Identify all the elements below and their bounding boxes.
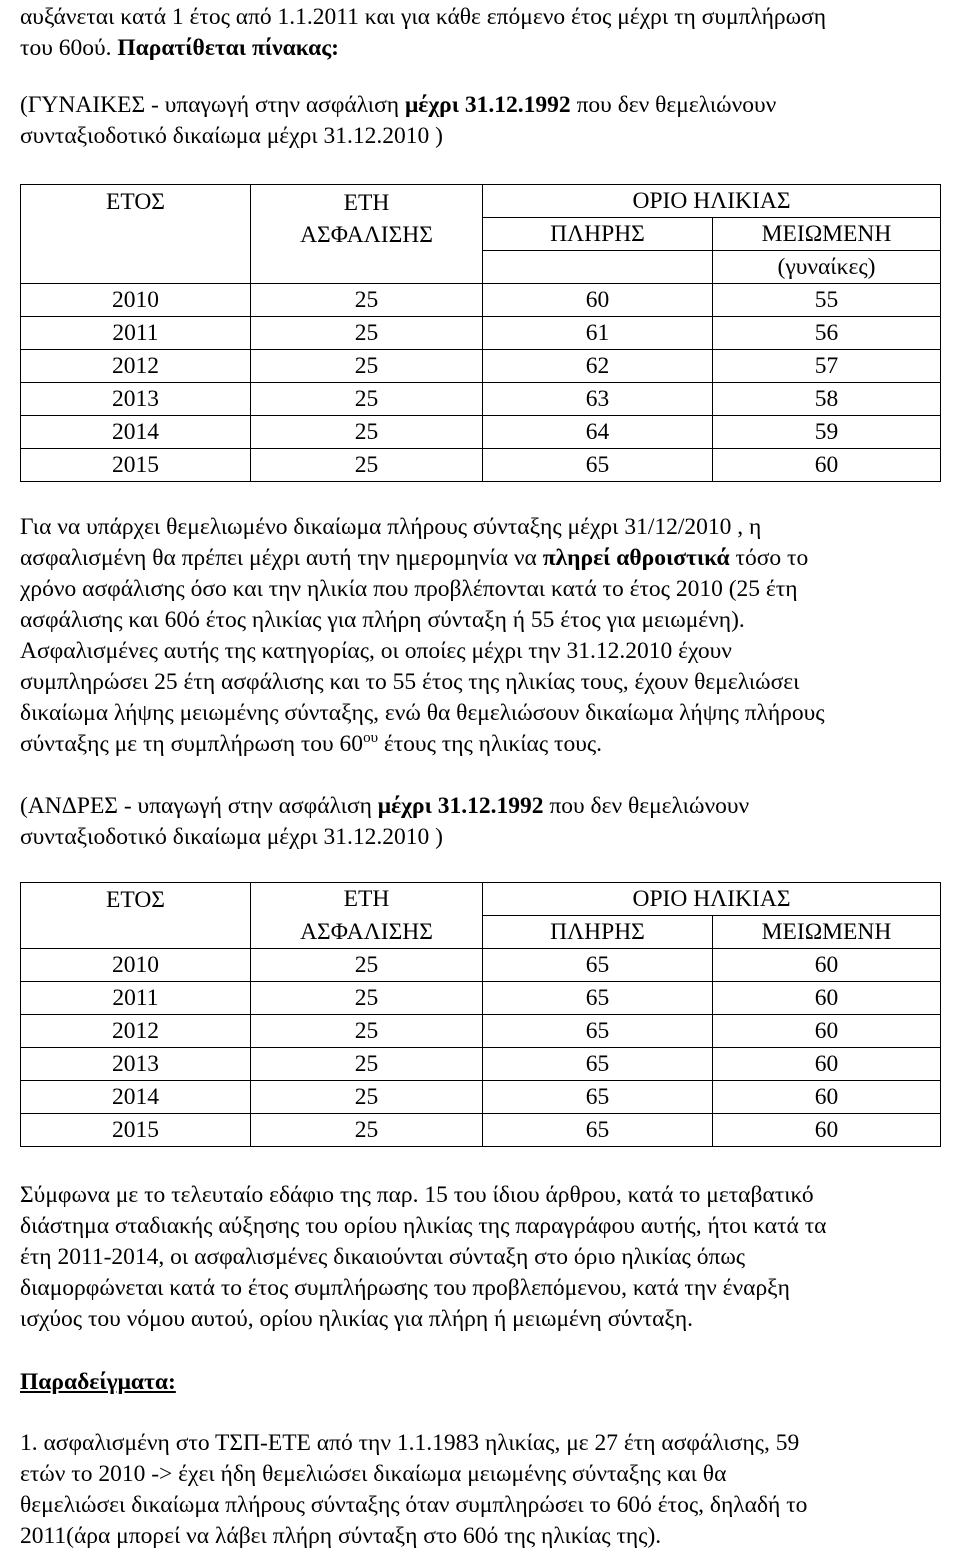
men-cell-reduced: 60 — [713, 982, 941, 1015]
example-1-line-2: ετών το 2010 -> έχει ήδη θεμελιώσει δικαίωμα μειωμένης σύνταξης και θα — [20, 1461, 727, 1487]
women-heading-line-2: συνταξιοδοτικό δικαίωμα μέχρι 31.12.2010 ) — [20, 123, 443, 149]
women-cell-insurance: 25 — [251, 284, 483, 317]
men-cell-reduced: 60 — [713, 1048, 941, 1081]
women-cell-insurance: 25 — [251, 350, 483, 383]
intro-line-2-text: του 60ού. — [20, 35, 118, 61]
men-heading-line-2: συνταξιοδοτικό δικαίωμα μέχρι 31.12.2010 ) — [20, 824, 443, 850]
men-col-age-limit: ΟΡΙΟ ΗΛΙΚΙΑΣ — [483, 883, 941, 916]
men-cell-reduced: 60 — [713, 949, 941, 982]
women-cell-reduced: 59 — [713, 416, 941, 449]
men-col-year: ΕΤΟΣ — [21, 883, 251, 949]
women-cell-reduced: 55 — [713, 284, 941, 317]
women-heading-bold: μέχρι 31.12.1992 — [404, 92, 571, 118]
men-cell-full: 65 — [483, 949, 713, 982]
men-cell-year: 2014 — [21, 1081, 251, 1114]
para1-line-8b: έτους της ηλικίας τους. — [378, 731, 603, 757]
para1-emphasis: πληρεί αθροιστικά — [542, 545, 730, 571]
men-col-reduced: ΜΕΙΩΜΕΝΗ — [713, 916, 941, 949]
women-col-full-blank — [483, 251, 713, 284]
para1-line-2 — [20, 543, 825, 574]
women-cell-insurance: 25 — [251, 383, 483, 416]
women-col-reduced-note: (γυναίκες) — [713, 251, 941, 284]
men-cell-full: 65 — [483, 1081, 713, 1114]
women-cell-insurance: 25 — [251, 317, 483, 350]
transition-paragraph — [20, 1180, 826, 1335]
women-table-row — [21, 317, 941, 350]
men-cell-insurance: 25 — [251, 1048, 483, 1081]
women-table-row — [21, 416, 941, 449]
para1-line-1: Για να υπάρχει θεμελιωμένο δικαίωμα πλήρους σύνταξης μέχρι 31/12/2010 , η — [20, 514, 762, 540]
men-cell-year: 2011 — [21, 982, 251, 1015]
women-cell-full: 64 — [483, 416, 713, 449]
example-1-line-4: 2011(άρα μπορεί να λάβει πλήρη σύνταξη στο 60ό της ηλικίας της). — [20, 1523, 662, 1549]
men-heading — [20, 791, 749, 853]
para1-line-7: δικαίωμα λήψης μειωμένης σύνταξης, ενώ θα θεμελιώσουν δικαίωμα λήψης πλήρους — [20, 700, 825, 726]
women-cell-insurance: 25 — [251, 416, 483, 449]
men-col-insurance-1: ΕΤΗ — [251, 883, 483, 916]
para2-line-4: διαμορφώνεται κατά το έτος συμπλήρωσης του προβλεπόμενου, κατά την έναρξη — [20, 1275, 790, 1301]
men-cell-full: 65 — [483, 982, 713, 1015]
women-heading-line-1 — [20, 90, 776, 121]
women-age-table — [20, 184, 941, 482]
women-cell-full: 62 — [483, 350, 713, 383]
intro-table-label: Παρατίθεται πίνακας: — [117, 35, 339, 61]
women-table-header-row-1 — [21, 185, 941, 218]
men-cell-reduced: 60 — [713, 1015, 941, 1048]
women-cell-insurance: 25 — [251, 449, 483, 482]
example-1-line-1: 1. ασφαλισμένη στο ΤΣΠ-ΕΤΕ από την 1.1.1983 ηλικίας, με 27 έτη ασφάλισης, 59 — [20, 1430, 800, 1456]
para1-line-5: Ασφαλισμένες αυτής της κατηγορίας, οι οποίες μέχρι την 31.12.2010 έχουν — [20, 638, 732, 664]
men-cell-year: 2015 — [21, 1114, 251, 1147]
women-cell-full: 63 — [483, 383, 713, 416]
example-1-line-3: θεμελιώσει δικαίωμα πλήρους σύνταξης όταν συμπληρώσει το 60ό έτος, δηλαδή το — [20, 1492, 808, 1518]
women-cell-reduced: 58 — [713, 383, 941, 416]
women-col-full: ΠΛΗΡΗΣ — [483, 218, 713, 251]
women-cell-reduced: 60 — [713, 449, 941, 482]
women-cell-full: 61 — [483, 317, 713, 350]
women-cell-reduced: 56 — [713, 317, 941, 350]
men-heading-b: που δεν θεμελιώνουν — [543, 793, 750, 819]
men-table-header-row-1 — [21, 883, 941, 916]
men-col-insurance-2: ΑΣΦΑΛΙΣΗΣ — [251, 916, 483, 949]
men-cell-year: 2010 — [21, 949, 251, 982]
women-cell-full: 60 — [483, 284, 713, 317]
intro-line-1: αυξάνεται κατά 1 έτος από 1.1.2011 και για κάθε επόμενο έτος μέχρι τη συμπλήρωση — [20, 4, 827, 30]
examples-heading — [20, 1367, 176, 1398]
men-table-row — [21, 982, 941, 1015]
intro-line-2 — [20, 33, 826, 64]
para1-line-4: ασφάλισης και 60ό έτος ηλικίας για πλήρη σύνταξη ή 55 έτος για μειωμένη). — [20, 607, 745, 633]
para2-line-5: ισχύος του νόμου αυτού, ορίου ηλικίας για πλήρη ή μειωμένη σύνταξη. — [20, 1306, 694, 1332]
men-heading-bold: μέχρι 31.12.1992 — [377, 793, 544, 819]
men-cell-reduced: 60 — [713, 1081, 941, 1114]
men-cell-full: 65 — [483, 1015, 713, 1048]
women-heading-b: που δεν θεμελιώνουν — [570, 92, 777, 118]
men-table-row — [21, 1015, 941, 1048]
women-cell-year: 2012 — [21, 350, 251, 383]
men-cell-insurance: 25 — [251, 949, 483, 982]
para1-ordinal-suffix: ου — [363, 730, 378, 747]
men-cell-reduced: 60 — [713, 1114, 941, 1147]
women-cell-year: 2015 — [21, 449, 251, 482]
men-heading-line-1 — [20, 791, 749, 822]
women-cell-year: 2013 — [21, 383, 251, 416]
men-heading-a: (ΑΝΔΡΕΣ - υπαγωγή στην ασφάλιση — [20, 793, 378, 819]
para1-line-2a: ασφαλισμένη θα πρέπει μέχρι αυτή την ημερομηνία να — [20, 545, 543, 571]
women-cell-reduced: 57 — [713, 350, 941, 383]
women-cell-year: 2010 — [21, 284, 251, 317]
men-cell-insurance: 25 — [251, 1015, 483, 1048]
para1-line-2b: τόσο το — [729, 545, 809, 571]
men-age-table — [20, 882, 941, 1147]
examples-heading-text: Παραδείγματα: — [20, 1369, 176, 1395]
women-col-year: ΕΤΟΣ — [21, 185, 251, 284]
women-table-row — [21, 350, 941, 383]
women-cell-year: 2011 — [21, 317, 251, 350]
men-table-row — [21, 949, 941, 982]
para1-line-6: συμπληρώσει 25 έτη ασφάλισης και το 55 έτος της ηλικίας τους, έχουν θεμελιώσει — [20, 669, 800, 695]
women-heading-a: (ΓΥΝΑΙΚΕΣ - υπαγωγή στην ασφάλιση — [20, 92, 405, 118]
men-col-full: ΠΛΗΡΗΣ — [483, 916, 713, 949]
men-cell-full: 65 — [483, 1048, 713, 1081]
para2-line-1: Σύμφωνα με το τελευταίο εδάφιο της παρ. 15 του ίδιου άρθρου, κατά το μεταβατικό — [20, 1182, 814, 1208]
para1-line-8a: σύνταξης με τη συμπλήρωση του 60 — [20, 731, 364, 757]
men-cell-insurance: 25 — [251, 1114, 483, 1147]
para1-line-3: χρόνο ασφάλισης όσο και την ηλικία που προβλέπονται κατά το έτος 2010 (25 έτη — [20, 576, 798, 602]
women-cell-year: 2014 — [21, 416, 251, 449]
women-col-age-limit: ΟΡΙΟ ΗΛΙΚΙΑΣ — [483, 185, 941, 218]
para2-line-3: έτη 2011-2014, οι ασφαλισμένες δικαιούνται σύνταξη στο όριο ηλικίας όπως — [20, 1244, 746, 1270]
para1-line-8 — [20, 729, 825, 760]
men-cell-insurance: 25 — [251, 1081, 483, 1114]
men-cell-insurance: 25 — [251, 982, 483, 1015]
men-cell-year: 2013 — [21, 1048, 251, 1081]
intro-paragraph — [20, 2, 826, 64]
para2-line-2: διάστημα σταδιακής αύξησης του ορίου ηλικίας της παραγράφου αυτής, ήτοι κατά τα — [20, 1213, 827, 1239]
men-cell-full: 65 — [483, 1114, 713, 1147]
women-table-row — [21, 284, 941, 317]
examples-list — [20, 1428, 807, 1552]
women-heading — [20, 90, 776, 152]
men-table-row — [21, 1081, 941, 1114]
eligibility-paragraph — [20, 512, 825, 760]
men-cell-year: 2012 — [21, 1015, 251, 1048]
women-col-insurance: ΕΤΗ ΑΣΦΑΛΙΣΗΣ — [251, 185, 483, 284]
men-table-row — [21, 1048, 941, 1081]
women-table-row — [21, 449, 941, 482]
women-cell-full: 65 — [483, 449, 713, 482]
women-table-row — [21, 383, 941, 416]
men-table-row — [21, 1114, 941, 1147]
women-col-reduced: ΜΕΙΩΜΕΝΗ — [713, 218, 941, 251]
